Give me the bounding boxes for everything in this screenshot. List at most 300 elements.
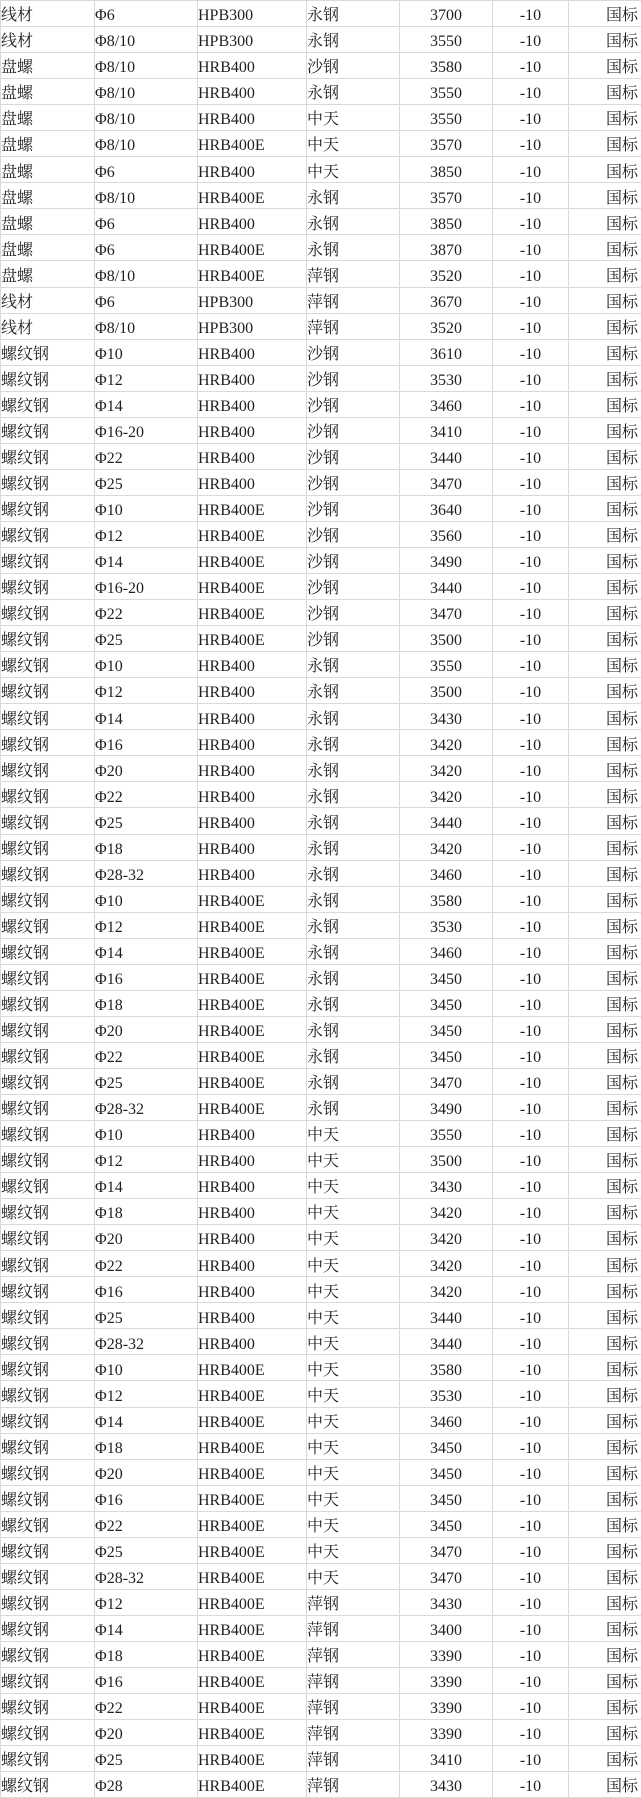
cell-grade[interactable]: HRB400 bbox=[198, 391, 307, 417]
cell-mill[interactable]: 永钢 bbox=[307, 209, 400, 235]
cell-mill[interactable]: 萍钢 bbox=[307, 1641, 400, 1667]
cell-spec[interactable]: Φ18 bbox=[95, 1433, 198, 1459]
cell-grade[interactable]: HRB400 bbox=[198, 1251, 307, 1277]
cell-price[interactable]: 3550 bbox=[400, 105, 493, 131]
cell-spec[interactable]: Φ12 bbox=[95, 1147, 198, 1173]
cell-grade[interactable]: HRB400 bbox=[198, 1225, 307, 1251]
cell-grade[interactable]: HRB400 bbox=[198, 808, 307, 834]
cell-grade[interactable]: HRB400 bbox=[198, 860, 307, 886]
cell-price[interactable]: 3440 bbox=[400, 443, 493, 469]
cell-spec[interactable]: Φ10 bbox=[95, 886, 198, 912]
cell-change[interactable]: -10 bbox=[493, 79, 569, 105]
cell-product[interactable]: 螺纹钢 bbox=[1, 1459, 95, 1485]
cell-price[interactable]: 3580 bbox=[400, 1355, 493, 1381]
cell-mill[interactable]: 沙钢 bbox=[307, 626, 400, 652]
cell-price[interactable]: 3560 bbox=[400, 521, 493, 547]
cell-change[interactable]: -10 bbox=[493, 600, 569, 626]
cell-product[interactable]: 螺纹钢 bbox=[1, 886, 95, 912]
cell-product[interactable]: 盘螺 bbox=[1, 261, 95, 287]
cell-price[interactable]: 3450 bbox=[400, 1459, 493, 1485]
cell-change[interactable]: -10 bbox=[493, 391, 569, 417]
cell-change[interactable]: -10 bbox=[493, 912, 569, 938]
cell-mill[interactable]: 中天 bbox=[307, 1355, 400, 1381]
cell-mill[interactable]: 萍钢 bbox=[307, 261, 400, 287]
cell-spec[interactable]: Φ16 bbox=[95, 730, 198, 756]
cell-product[interactable]: 螺纹钢 bbox=[1, 912, 95, 938]
cell-product[interactable]: 螺纹钢 bbox=[1, 756, 95, 782]
cell-spec[interactable]: Φ14 bbox=[95, 938, 198, 964]
cell-change[interactable]: -10 bbox=[493, 1, 569, 27]
cell-spec[interactable]: Φ8/10 bbox=[95, 27, 198, 53]
cell-price[interactable]: 3460 bbox=[400, 860, 493, 886]
cell-grade[interactable]: HRB400E bbox=[198, 495, 307, 521]
cell-product[interactable]: 螺纹钢 bbox=[1, 339, 95, 365]
cell-mill[interactable]: 永钢 bbox=[307, 1068, 400, 1094]
cell-change[interactable]: -10 bbox=[493, 1485, 569, 1511]
cell-change[interactable]: -10 bbox=[493, 1329, 569, 1355]
cell-grade[interactable]: HRB400E bbox=[198, 886, 307, 912]
cell-price[interactable]: 3580 bbox=[400, 886, 493, 912]
cell-mill[interactable]: 萍钢 bbox=[307, 1772, 400, 1798]
cell-mill[interactable]: 永钢 bbox=[307, 1094, 400, 1120]
cell-mill[interactable]: 中天 bbox=[307, 1173, 400, 1199]
cell-product[interactable]: 螺纹钢 bbox=[1, 1121, 95, 1147]
cell-spec[interactable]: Φ28-32 bbox=[95, 1094, 198, 1120]
cell-mill[interactable]: 永钢 bbox=[307, 782, 400, 808]
cell-grade[interactable]: HRB400E bbox=[198, 938, 307, 964]
cell-change[interactable]: -10 bbox=[493, 105, 569, 131]
cell-product[interactable]: 螺纹钢 bbox=[1, 652, 95, 678]
cell-product[interactable]: 螺纹钢 bbox=[1, 1147, 95, 1173]
cell-mill[interactable]: 沙钢 bbox=[307, 521, 400, 547]
cell-mill[interactable]: 永钢 bbox=[307, 1, 400, 27]
cell-note[interactable]: 国标 bbox=[569, 261, 641, 287]
cell-change[interactable]: -10 bbox=[493, 730, 569, 756]
cell-change[interactable]: -10 bbox=[493, 1355, 569, 1381]
cell-note[interactable]: 国标 bbox=[569, 209, 641, 235]
cell-note[interactable]: 国标 bbox=[569, 964, 641, 990]
cell-grade[interactable]: HRB400 bbox=[198, 443, 307, 469]
cell-product[interactable]: 螺纹钢 bbox=[1, 1615, 95, 1641]
cell-product[interactable]: 螺纹钢 bbox=[1, 1407, 95, 1433]
cell-mill[interactable]: 萍钢 bbox=[307, 1694, 400, 1720]
cell-price[interactable]: 3430 bbox=[400, 704, 493, 730]
cell-spec[interactable]: Φ20 bbox=[95, 1225, 198, 1251]
cell-change[interactable]: -10 bbox=[493, 261, 569, 287]
cell-note[interactable]: 国标 bbox=[569, 808, 641, 834]
cell-spec[interactable]: Φ22 bbox=[95, 1694, 198, 1720]
cell-product[interactable]: 盘螺 bbox=[1, 235, 95, 261]
cell-spec[interactable]: Φ25 bbox=[95, 1068, 198, 1094]
cell-product[interactable]: 螺纹钢 bbox=[1, 834, 95, 860]
cell-price[interactable]: 3850 bbox=[400, 157, 493, 183]
cell-price[interactable]: 3700 bbox=[400, 1, 493, 27]
cell-price[interactable]: 3440 bbox=[400, 574, 493, 600]
cell-product[interactable]: 盘螺 bbox=[1, 105, 95, 131]
cell-change[interactable]: -10 bbox=[493, 365, 569, 391]
cell-price[interactable]: 3420 bbox=[400, 1199, 493, 1225]
cell-mill[interactable]: 永钢 bbox=[307, 730, 400, 756]
cell-product[interactable]: 螺纹钢 bbox=[1, 1381, 95, 1407]
cell-mill[interactable]: 永钢 bbox=[307, 79, 400, 105]
cell-mill[interactable]: 中天 bbox=[307, 1511, 400, 1537]
cell-spec[interactable]: Φ14 bbox=[95, 547, 198, 573]
cell-spec[interactable]: Φ8/10 bbox=[95, 261, 198, 287]
cell-product[interactable]: 螺纹钢 bbox=[1, 1563, 95, 1589]
cell-product[interactable]: 螺纹钢 bbox=[1, 1173, 95, 1199]
cell-price[interactable]: 3450 bbox=[400, 990, 493, 1016]
cell-mill[interactable]: 永钢 bbox=[307, 235, 400, 261]
cell-spec[interactable]: Φ20 bbox=[95, 1016, 198, 1042]
cell-product[interactable]: 线材 bbox=[1, 27, 95, 53]
cell-change[interactable]: -10 bbox=[493, 626, 569, 652]
cell-note[interactable]: 国标 bbox=[569, 1355, 641, 1381]
cell-spec[interactable]: Φ20 bbox=[95, 756, 198, 782]
cell-product[interactable]: 盘螺 bbox=[1, 53, 95, 79]
cell-product[interactable]: 螺纹钢 bbox=[1, 547, 95, 573]
cell-price[interactable]: 3430 bbox=[400, 1589, 493, 1615]
cell-product[interactable]: 螺纹钢 bbox=[1, 1016, 95, 1042]
cell-note[interactable]: 国标 bbox=[569, 443, 641, 469]
cell-spec[interactable]: Φ22 bbox=[95, 1251, 198, 1277]
cell-note[interactable]: 国标 bbox=[569, 339, 641, 365]
cell-spec[interactable]: Φ14 bbox=[95, 1615, 198, 1641]
cell-change[interactable]: -10 bbox=[493, 443, 569, 469]
cell-price[interactable]: 3500 bbox=[400, 1147, 493, 1173]
cell-grade[interactable]: HRB400 bbox=[198, 1199, 307, 1225]
cell-product[interactable]: 螺纹钢 bbox=[1, 1511, 95, 1537]
cell-product[interactable]: 螺纹钢 bbox=[1, 1537, 95, 1563]
cell-change[interactable]: -10 bbox=[493, 938, 569, 964]
cell-price[interactable]: 3430 bbox=[400, 1772, 493, 1798]
cell-mill[interactable]: 沙钢 bbox=[307, 417, 400, 443]
cell-change[interactable]: -10 bbox=[493, 521, 569, 547]
cell-spec[interactable]: Φ12 bbox=[95, 365, 198, 391]
cell-grade[interactable]: HRB400 bbox=[198, 704, 307, 730]
cell-grade[interactable]: HRB400E bbox=[198, 626, 307, 652]
cell-grade[interactable]: HRB400E bbox=[198, 1355, 307, 1381]
cell-grade[interactable]: HRB400 bbox=[198, 417, 307, 443]
cell-note[interactable]: 国标 bbox=[569, 574, 641, 600]
cell-price[interactable]: 3670 bbox=[400, 287, 493, 313]
cell-grade[interactable]: HRB400E bbox=[198, 1407, 307, 1433]
cell-price[interactable]: 3420 bbox=[400, 782, 493, 808]
cell-note[interactable]: 国标 bbox=[569, 1016, 641, 1042]
cell-price[interactable]: 3470 bbox=[400, 469, 493, 495]
cell-product[interactable]: 螺纹钢 bbox=[1, 860, 95, 886]
cell-grade[interactable]: HRB400E bbox=[198, 547, 307, 573]
cell-change[interactable]: -10 bbox=[493, 417, 569, 443]
cell-grade[interactable]: HPB300 bbox=[198, 1, 307, 27]
cell-product[interactable]: 螺纹钢 bbox=[1, 1251, 95, 1277]
cell-note[interactable]: 国标 bbox=[569, 704, 641, 730]
cell-spec[interactable]: Φ22 bbox=[95, 443, 198, 469]
cell-product[interactable]: 螺纹钢 bbox=[1, 443, 95, 469]
cell-mill[interactable]: 中天 bbox=[307, 1277, 400, 1303]
cell-note[interactable]: 国标 bbox=[569, 495, 641, 521]
cell-grade[interactable]: HRB400E bbox=[198, 1615, 307, 1641]
cell-grade[interactable]: HRB400 bbox=[198, 782, 307, 808]
cell-mill[interactable]: 中天 bbox=[307, 1199, 400, 1225]
cell-price[interactable]: 3520 bbox=[400, 261, 493, 287]
cell-grade[interactable]: HRB400E bbox=[198, 521, 307, 547]
cell-mill[interactable]: 萍钢 bbox=[307, 1746, 400, 1772]
cell-change[interactable]: -10 bbox=[493, 469, 569, 495]
cell-spec[interactable]: Φ25 bbox=[95, 626, 198, 652]
cell-product[interactable]: 线材 bbox=[1, 287, 95, 313]
cell-mill[interactable]: 萍钢 bbox=[307, 1668, 400, 1694]
cell-price[interactable]: 3610 bbox=[400, 339, 493, 365]
cell-product[interactable]: 螺纹钢 bbox=[1, 417, 95, 443]
cell-mill[interactable]: 萍钢 bbox=[307, 287, 400, 313]
cell-change[interactable]: -10 bbox=[493, 1537, 569, 1563]
cell-change[interactable]: -10 bbox=[493, 1068, 569, 1094]
cell-change[interactable]: -10 bbox=[493, 1381, 569, 1407]
cell-grade[interactable]: HRB400E bbox=[198, 1068, 307, 1094]
cell-note[interactable]: 国标 bbox=[569, 1720, 641, 1746]
cell-spec[interactable]: Φ18 bbox=[95, 1199, 198, 1225]
cell-product[interactable]: 螺纹钢 bbox=[1, 1225, 95, 1251]
cell-mill[interactable]: 中天 bbox=[307, 1121, 400, 1147]
cell-change[interactable]: -10 bbox=[493, 313, 569, 339]
cell-spec[interactable]: Φ6 bbox=[95, 1, 198, 27]
cell-change[interactable]: -10 bbox=[493, 235, 569, 261]
cell-grade[interactable]: HRB400 bbox=[198, 365, 307, 391]
cell-note[interactable]: 国标 bbox=[569, 287, 641, 313]
cell-product[interactable]: 螺纹钢 bbox=[1, 1355, 95, 1381]
cell-product[interactable]: 螺纹钢 bbox=[1, 1042, 95, 1068]
cell-change[interactable]: -10 bbox=[493, 547, 569, 573]
cell-change[interactable]: -10 bbox=[493, 1772, 569, 1798]
cell-price[interactable]: 3530 bbox=[400, 912, 493, 938]
cell-grade[interactable]: HRB400E bbox=[198, 1720, 307, 1746]
cell-mill[interactable]: 永钢 bbox=[307, 886, 400, 912]
cell-change[interactable]: -10 bbox=[493, 782, 569, 808]
cell-mill[interactable]: 中天 bbox=[307, 1407, 400, 1433]
cell-change[interactable]: -10 bbox=[493, 834, 569, 860]
cell-note[interactable]: 国标 bbox=[569, 27, 641, 53]
cell-price[interactable]: 3470 bbox=[400, 600, 493, 626]
cell-product[interactable]: 螺纹钢 bbox=[1, 600, 95, 626]
cell-spec[interactable]: Φ16-20 bbox=[95, 417, 198, 443]
cell-change[interactable]: -10 bbox=[493, 704, 569, 730]
cell-note[interactable]: 国标 bbox=[569, 1094, 641, 1120]
cell-price[interactable]: 3520 bbox=[400, 313, 493, 339]
cell-product[interactable]: 螺纹钢 bbox=[1, 1746, 95, 1772]
cell-product[interactable]: 螺纹钢 bbox=[1, 782, 95, 808]
cell-price[interactable]: 3440 bbox=[400, 1329, 493, 1355]
cell-mill[interactable]: 永钢 bbox=[307, 834, 400, 860]
cell-grade[interactable]: HRB400 bbox=[198, 834, 307, 860]
cell-change[interactable]: -10 bbox=[493, 53, 569, 79]
cell-mill[interactable]: 永钢 bbox=[307, 938, 400, 964]
cell-change[interactable]: -10 bbox=[493, 1694, 569, 1720]
cell-change[interactable]: -10 bbox=[493, 157, 569, 183]
cell-spec[interactable]: Φ10 bbox=[95, 652, 198, 678]
cell-grade[interactable]: HRB400E bbox=[198, 261, 307, 287]
cell-mill[interactable]: 中天 bbox=[307, 131, 400, 157]
cell-grade[interactable]: HRB400 bbox=[198, 339, 307, 365]
cell-note[interactable]: 国标 bbox=[569, 1121, 641, 1147]
cell-grade[interactable]: HPB300 bbox=[198, 313, 307, 339]
cell-grade[interactable]: HRB400E bbox=[198, 1694, 307, 1720]
cell-spec[interactable]: Φ28-32 bbox=[95, 1329, 198, 1355]
cell-mill[interactable]: 永钢 bbox=[307, 964, 400, 990]
cell-change[interactable]: -10 bbox=[493, 1459, 569, 1485]
cell-spec[interactable]: Φ18 bbox=[95, 990, 198, 1016]
cell-spec[interactable]: Φ10 bbox=[95, 1121, 198, 1147]
cell-note[interactable]: 国标 bbox=[569, 912, 641, 938]
cell-spec[interactable]: Φ14 bbox=[95, 1407, 198, 1433]
cell-change[interactable]: -10 bbox=[493, 1173, 569, 1199]
cell-mill[interactable]: 中天 bbox=[307, 105, 400, 131]
cell-spec[interactable]: Φ8/10 bbox=[95, 79, 198, 105]
cell-mill[interactable]: 萍钢 bbox=[307, 1589, 400, 1615]
cell-spec[interactable]: Φ12 bbox=[95, 912, 198, 938]
cell-note[interactable]: 国标 bbox=[569, 730, 641, 756]
cell-grade[interactable]: HRB400E bbox=[198, 574, 307, 600]
cell-spec[interactable]: Φ10 bbox=[95, 339, 198, 365]
cell-product[interactable]: 螺纹钢 bbox=[1, 990, 95, 1016]
cell-change[interactable]: -10 bbox=[493, 1746, 569, 1772]
cell-spec[interactable]: Φ16-20 bbox=[95, 574, 198, 600]
cell-note[interactable]: 国标 bbox=[569, 1485, 641, 1511]
cell-change[interactable]: -10 bbox=[493, 886, 569, 912]
cell-change[interactable]: -10 bbox=[493, 574, 569, 600]
cell-product[interactable]: 螺纹钢 bbox=[1, 574, 95, 600]
cell-mill[interactable]: 中天 bbox=[307, 1485, 400, 1511]
cell-price[interactable]: 3550 bbox=[400, 1121, 493, 1147]
cell-grade[interactable]: HRB400 bbox=[198, 652, 307, 678]
cell-grade[interactable]: HRB400 bbox=[198, 1329, 307, 1355]
cell-product[interactable]: 螺纹钢 bbox=[1, 1433, 95, 1459]
cell-mill[interactable]: 萍钢 bbox=[307, 1720, 400, 1746]
cell-price[interactable]: 3420 bbox=[400, 730, 493, 756]
cell-spec[interactable]: Φ10 bbox=[95, 1355, 198, 1381]
cell-note[interactable]: 国标 bbox=[569, 1511, 641, 1537]
cell-change[interactable]: -10 bbox=[493, 1199, 569, 1225]
cell-product[interactable]: 螺纹钢 bbox=[1, 808, 95, 834]
cell-grade[interactable]: HRB400 bbox=[198, 105, 307, 131]
cell-grade[interactable]: HRB400 bbox=[198, 1173, 307, 1199]
cell-price[interactable]: 3390 bbox=[400, 1641, 493, 1667]
cell-price[interactable]: 3530 bbox=[400, 365, 493, 391]
cell-change[interactable]: -10 bbox=[493, 183, 569, 209]
cell-note[interactable]: 国标 bbox=[569, 469, 641, 495]
cell-mill[interactable]: 永钢 bbox=[307, 990, 400, 1016]
cell-change[interactable]: -10 bbox=[493, 1251, 569, 1277]
cell-spec[interactable]: Φ10 bbox=[95, 495, 198, 521]
cell-spec[interactable]: Φ22 bbox=[95, 782, 198, 808]
cell-note[interactable]: 国标 bbox=[569, 79, 641, 105]
cell-grade[interactable]: HRB400 bbox=[198, 678, 307, 704]
cell-change[interactable]: -10 bbox=[493, 131, 569, 157]
cell-price[interactable]: 3450 bbox=[400, 1016, 493, 1042]
cell-note[interactable]: 国标 bbox=[569, 1068, 641, 1094]
cell-product[interactable]: 螺纹钢 bbox=[1, 1694, 95, 1720]
cell-note[interactable]: 国标 bbox=[569, 1433, 641, 1459]
cell-note[interactable]: 国标 bbox=[569, 886, 641, 912]
cell-change[interactable]: -10 bbox=[493, 287, 569, 313]
cell-mill[interactable]: 萍钢 bbox=[307, 1615, 400, 1641]
cell-change[interactable]: -10 bbox=[493, 1668, 569, 1694]
cell-spec[interactable]: Φ22 bbox=[95, 1511, 198, 1537]
cell-price[interactable]: 3550 bbox=[400, 79, 493, 105]
cell-spec[interactable]: Φ25 bbox=[95, 1303, 198, 1329]
cell-note[interactable]: 国标 bbox=[569, 1407, 641, 1433]
cell-grade[interactable]: HRB400 bbox=[198, 1121, 307, 1147]
cell-note[interactable]: 国标 bbox=[569, 131, 641, 157]
cell-note[interactable]: 国标 bbox=[569, 990, 641, 1016]
cell-product[interactable]: 盘螺 bbox=[1, 157, 95, 183]
cell-spec[interactable]: Φ25 bbox=[95, 1746, 198, 1772]
cell-note[interactable]: 国标 bbox=[569, 600, 641, 626]
cell-change[interactable]: -10 bbox=[493, 1511, 569, 1537]
cell-product[interactable]: 螺纹钢 bbox=[1, 1668, 95, 1694]
cell-note[interactable]: 国标 bbox=[569, 1173, 641, 1199]
cell-grade[interactable]: HRB400E bbox=[198, 990, 307, 1016]
cell-price[interactable]: 3450 bbox=[400, 1042, 493, 1068]
cell-grade[interactable]: HRB400E bbox=[198, 1772, 307, 1798]
cell-grade[interactable]: HRB400E bbox=[198, 964, 307, 990]
cell-mill[interactable]: 沙钢 bbox=[307, 600, 400, 626]
cell-price[interactable]: 3440 bbox=[400, 808, 493, 834]
cell-change[interactable]: -10 bbox=[493, 27, 569, 53]
cell-change[interactable]: -10 bbox=[493, 1720, 569, 1746]
cell-spec[interactable]: Φ20 bbox=[95, 1459, 198, 1485]
cell-note[interactable]: 国标 bbox=[569, 1147, 641, 1173]
cell-mill[interactable]: 永钢 bbox=[307, 756, 400, 782]
cell-price[interactable]: 3420 bbox=[400, 1251, 493, 1277]
cell-change[interactable]: -10 bbox=[493, 1589, 569, 1615]
cell-product[interactable]: 盘螺 bbox=[1, 79, 95, 105]
cell-price[interactable]: 3450 bbox=[400, 1485, 493, 1511]
cell-price[interactable]: 3470 bbox=[400, 1563, 493, 1589]
cell-price[interactable]: 3460 bbox=[400, 391, 493, 417]
cell-mill[interactable]: 永钢 bbox=[307, 704, 400, 730]
cell-product[interactable]: 螺纹钢 bbox=[1, 1720, 95, 1746]
cell-mill[interactable]: 中天 bbox=[307, 1433, 400, 1459]
cell-product[interactable]: 螺纹钢 bbox=[1, 1589, 95, 1615]
cell-price[interactable]: 3390 bbox=[400, 1668, 493, 1694]
cell-product[interactable]: 螺纹钢 bbox=[1, 1277, 95, 1303]
cell-mill[interactable]: 永钢 bbox=[307, 1016, 400, 1042]
cell-grade[interactable]: HRB400 bbox=[198, 756, 307, 782]
cell-note[interactable]: 国标 bbox=[569, 834, 641, 860]
cell-product[interactable]: 盘螺 bbox=[1, 183, 95, 209]
cell-mill[interactable]: 沙钢 bbox=[307, 53, 400, 79]
cell-product[interactable]: 螺纹钢 bbox=[1, 365, 95, 391]
cell-mill[interactable]: 沙钢 bbox=[307, 574, 400, 600]
cell-grade[interactable]: HRB400 bbox=[198, 1147, 307, 1173]
cell-mill[interactable]: 沙钢 bbox=[307, 365, 400, 391]
cell-mill[interactable]: 永钢 bbox=[307, 912, 400, 938]
cell-spec[interactable]: Φ28 bbox=[95, 1772, 198, 1798]
cell-product[interactable]: 螺纹钢 bbox=[1, 1641, 95, 1667]
cell-product[interactable]: 线材 bbox=[1, 1, 95, 27]
cell-mill[interactable]: 中天 bbox=[307, 1329, 400, 1355]
cell-mill[interactable]: 沙钢 bbox=[307, 339, 400, 365]
cell-note[interactable]: 国标 bbox=[569, 53, 641, 79]
cell-spec[interactable]: Φ22 bbox=[95, 1042, 198, 1068]
cell-price[interactable]: 3580 bbox=[400, 53, 493, 79]
cell-mill[interactable]: 沙钢 bbox=[307, 495, 400, 521]
cell-note[interactable]: 国标 bbox=[569, 1668, 641, 1694]
cell-price[interactable]: 3550 bbox=[400, 27, 493, 53]
cell-spec[interactable]: Φ6 bbox=[95, 209, 198, 235]
cell-spec[interactable]: Φ6 bbox=[95, 235, 198, 261]
cell-note[interactable]: 国标 bbox=[569, 1459, 641, 1485]
